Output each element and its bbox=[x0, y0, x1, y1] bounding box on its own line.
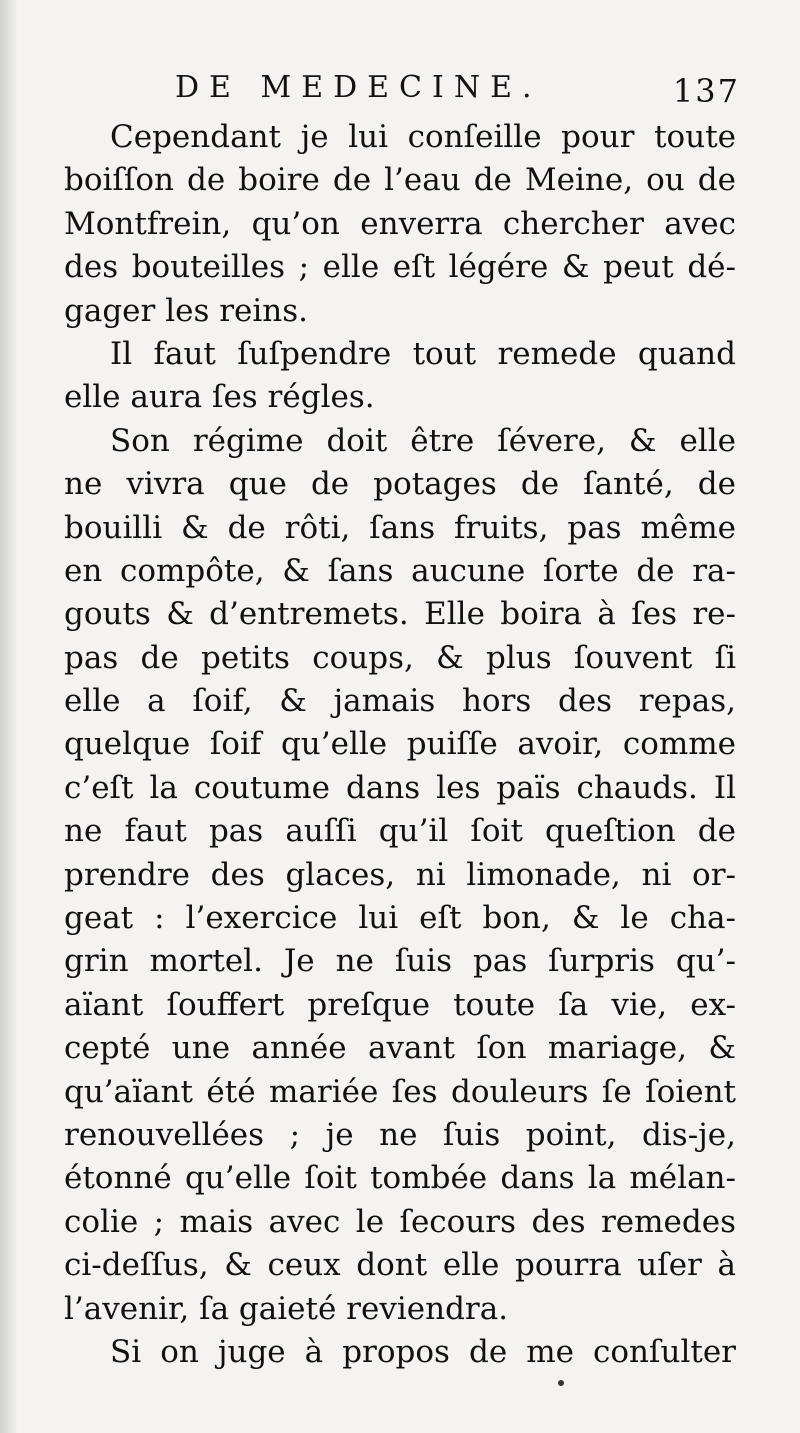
text-line: geat : l’exercice lui eſt bon, & le cha- bbox=[64, 900, 736, 937]
text-line: boiſſon de boire de l’eau de Meine, ou de bbox=[64, 162, 736, 199]
text-line: gager les reins. bbox=[64, 292, 309, 329]
page-number: 137 bbox=[672, 72, 740, 110]
running-head bbox=[60, 70, 740, 120]
paragraph-4 bbox=[64, 1331, 736, 1374]
text-line: elle aura ſes régles. bbox=[64, 379, 375, 416]
text-line: Son régime doit être ſévere, & elle bbox=[110, 422, 736, 459]
text-line: Si on juge à propos de me conſulter bbox=[110, 1333, 736, 1370]
text-line: grin mortel. Je ne ſuis pas ſurpris qu’- bbox=[64, 943, 736, 980]
text-line: bouilli & de rôti, ſans fruits, pas même bbox=[64, 509, 736, 546]
text-line: c’eſt la coutume dans les païs chauds. Il bbox=[64, 769, 736, 806]
text-line: ci-deſſus, & ceux dont elle pourra uſer à bbox=[64, 1247, 736, 1284]
text-line: Il faut ſuſpendre tout remede quand bbox=[110, 335, 736, 372]
text-line: quelque ſoif qu’elle puiſſe avoir, comme bbox=[64, 726, 736, 763]
scan-shadow bbox=[0, 0, 18, 1433]
text-line: ne vivra que de potages de ſanté, de bbox=[64, 466, 736, 503]
body-text bbox=[64, 116, 736, 1374]
running-title: DE MEDECINE. bbox=[175, 70, 542, 105]
text-line: aïant ſouffert preſque toute ſa vie, ex- bbox=[64, 986, 736, 1023]
paragraph-1 bbox=[64, 116, 736, 333]
text-line: Cependant je lui conſeille pour toute bbox=[110, 119, 736, 155]
text-line: prendre des glaces, ni limonade, ni or- bbox=[64, 856, 736, 893]
text-line: en compôte, & ſans aucune ſorte de ra- bbox=[64, 552, 736, 589]
paragraph-2 bbox=[64, 333, 736, 420]
text-line: gouts & d’entremets. Elle boira à ſes re- bbox=[64, 596, 736, 633]
paragraph-3 bbox=[64, 420, 736, 1331]
text-line: Montfrein, qu’on enverra chercher avec bbox=[64, 205, 736, 242]
text-line: renouvellées ; je ne ſuis point, dis-je, bbox=[64, 1116, 736, 1153]
text-line: pas de petits coups, & plus ſouvent ſi bbox=[64, 639, 736, 676]
text-line: ne faut pas auſſi qu’il ſoit queſtion de bbox=[64, 813, 736, 850]
text-line: étonné qu’elle ſoit tombée dans la mélan- bbox=[64, 1160, 736, 1197]
text-line: l’avenir, ſa gaieté reviendra. bbox=[64, 1290, 509, 1327]
text-line: elle a ſoif, & jamais hors des repas, bbox=[64, 683, 736, 720]
text-line: qu’aïant été mariée ſes douleurs ſe ſoient bbox=[64, 1073, 736, 1110]
text-line: colie ; mais avec le ſecours des remedes bbox=[64, 1203, 736, 1240]
ink-speck bbox=[558, 1380, 564, 1386]
text-line: des bouteilles ; elle eſt légére & peut dé- bbox=[64, 249, 736, 286]
text-line: cepté une année avant ſon mariage, & bbox=[64, 1030, 736, 1067]
